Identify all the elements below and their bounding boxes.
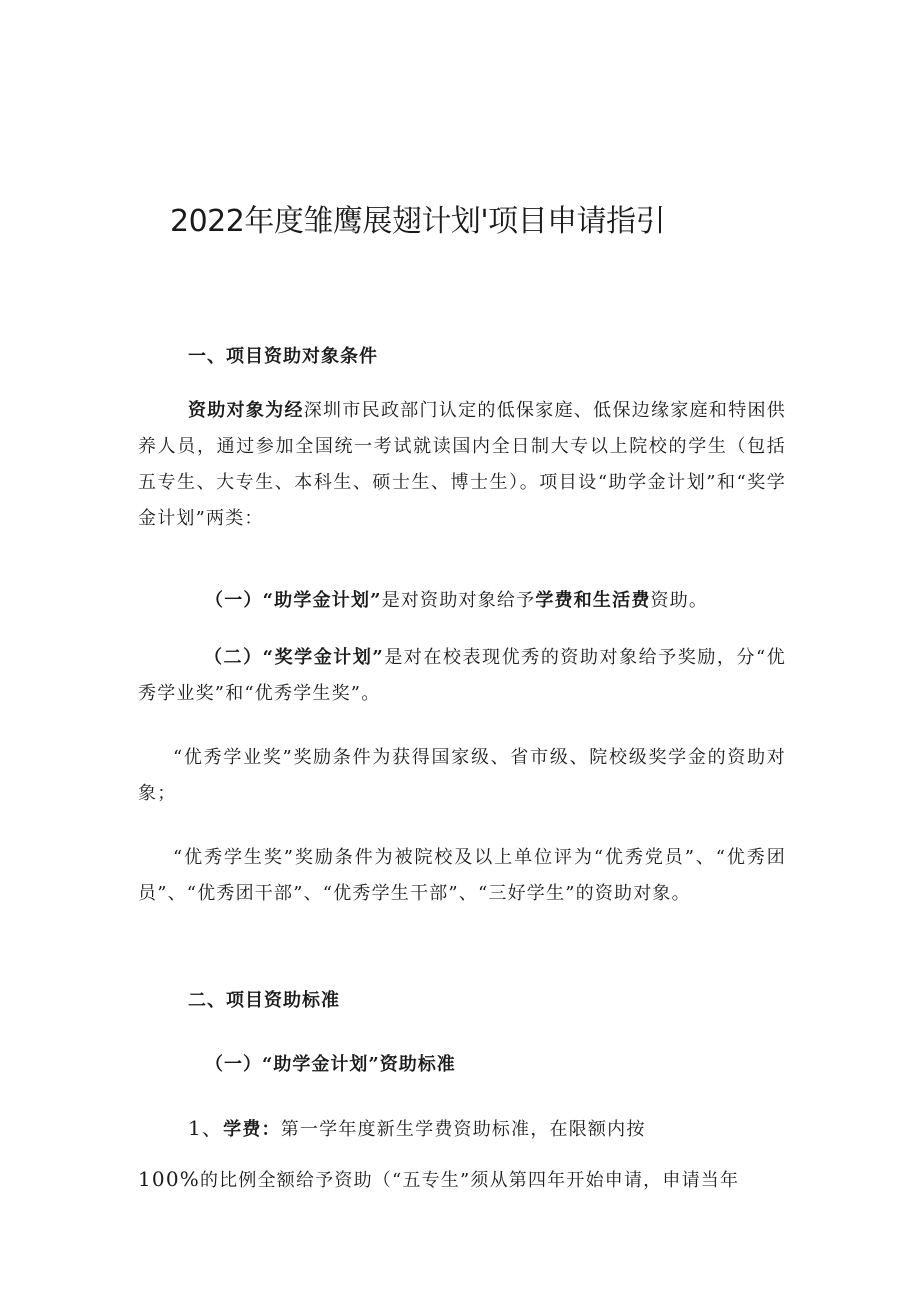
tuition-continued-line	[138, 1166, 739, 1192]
section2-heading: 二、项目资助标准	[188, 990, 340, 1011]
tuition-continued-text: 的比例全额给予资助（“五专生”须从第四年开始申请，申请当年	[199, 1170, 740, 1191]
scholarship-plan-text: 是对在校表现优秀的资助对象给予奖励，分“优秀学业奖”和“优秀学生奖”。	[138, 647, 786, 704]
academic-award-paragraph: “优秀学业奖”奖励条件为获得国家级、省市级、院校级奖学金的资助对象；	[138, 747, 786, 804]
scholarship-plan-label: （二）“奖学金计划”	[204, 647, 384, 668]
tuition-percent: 100%	[138, 1167, 200, 1191]
section1-heading: 一、项目资助对象条件	[188, 346, 378, 367]
section1-intro	[138, 393, 786, 537]
intro-bold-text: 资助对象为经	[188, 400, 304, 421]
intro-text: 深圳市民政部门认定的低保家庭、低保边缘家庭和特困供养人员，通过参加全国统一考试就读国内全日制大专以上院校的学生（包括五专生、大专生、本科生、硕士生、博士生）。项目设“助学金计划”和“奖学金计划”两类：	[138, 400, 787, 529]
tuition-text: 第一学年度新生学费资助标准，在限额内按	[280, 1119, 646, 1140]
tuition-label: 学费：	[223, 1119, 281, 1140]
aid-plan-item	[205, 586, 708, 612]
document-title: 2022年度雏鹰展翅计划'项目申请指引	[170, 204, 666, 239]
student-award-paragraph: “优秀学生奖”奖励条件为被院校及以上单位评为“优秀党员”、“优秀团员”、“优秀团干部”、“优秀学生干部”、“三好学生”的资助对象。	[138, 847, 786, 904]
aid-plan-bold: 学费和生活费	[535, 590, 651, 611]
aid-plan-text: 是对资助对象给予	[381, 590, 536, 611]
scholarship-plan-item	[138, 640, 786, 712]
tuition-number: 1、	[188, 1116, 224, 1140]
aid-plan-label: （一）“助学金计划”	[205, 590, 382, 611]
aid-plan-end: 资助。	[650, 590, 709, 611]
tuition-line	[188, 1112, 646, 1141]
aid-standard-heading: （一）“助学金计划”资助标准	[205, 1054, 456, 1075]
